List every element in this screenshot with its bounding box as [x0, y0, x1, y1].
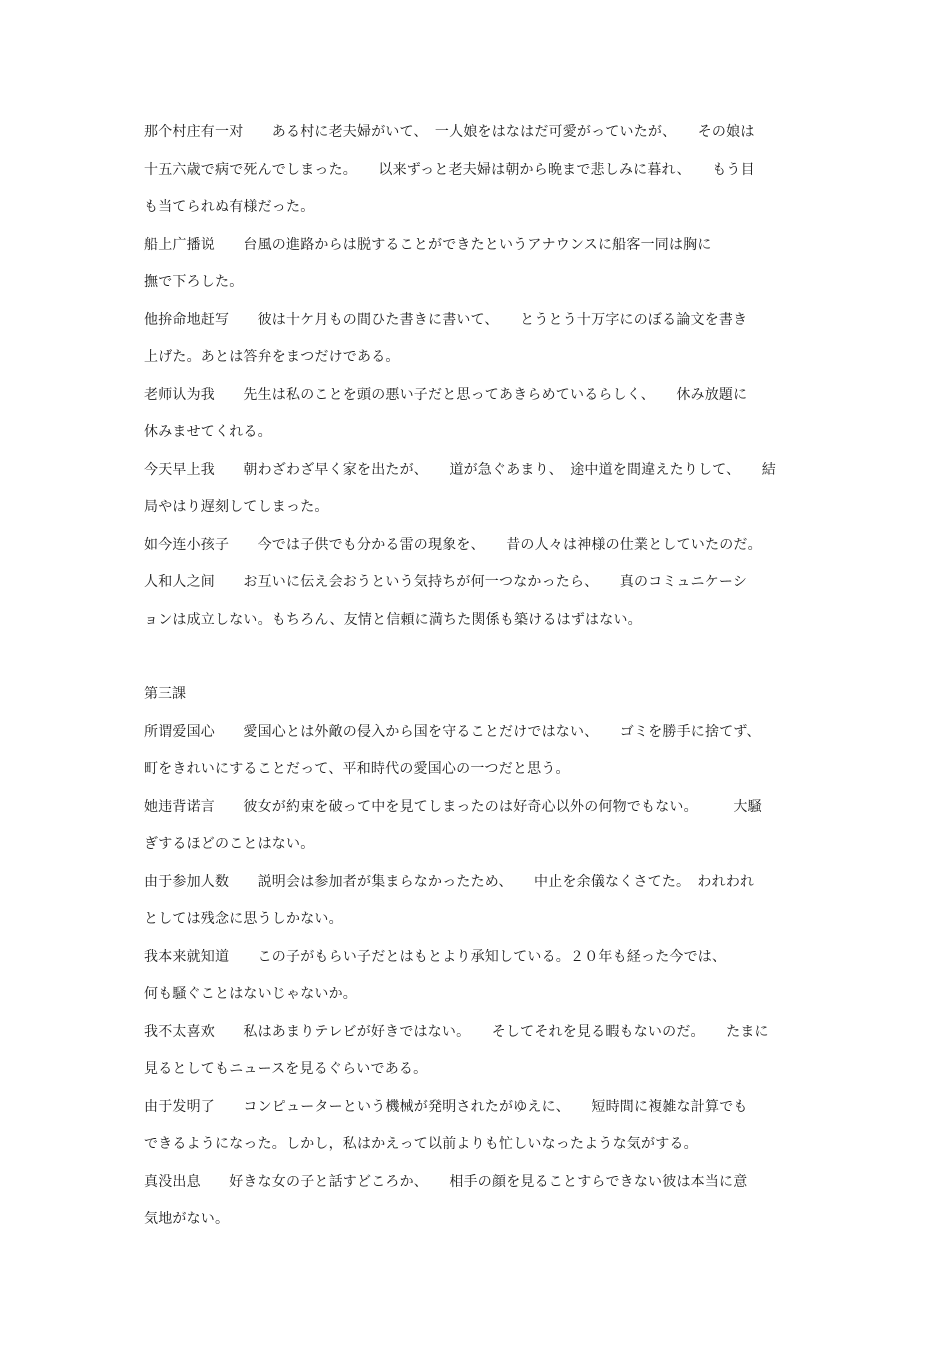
entry-line: としては残念に思うしかない。 [144, 911, 343, 927]
entry-line: 他拚命地赶写 彼は十ケ月もの間ひた書きに書いて、 とうとう十万字にのぼる論文を書き [144, 311, 748, 328]
entry-line: 何も騒ぐことはないじゃないか。 [144, 986, 357, 1002]
entry-adopted-child [144, 939, 808, 1014]
entry-participants [144, 864, 808, 939]
entry-this-morning [144, 452, 808, 527]
entry-thesis-writing [144, 302, 808, 377]
entry-line: も当てられぬ有様だった。 [144, 199, 315, 215]
entry-communication [144, 564, 808, 639]
entry-no-courage [144, 1164, 808, 1239]
entry-line: 見るとしてもニュースを見るぐらいである。 [144, 1061, 428, 1077]
entry-computer [144, 1089, 808, 1164]
entry-line: 今天早上我 朝わざわざ早く家を出たが、 道が急ぐあまり、 途中道を間違えたりして、 結 [144, 461, 776, 478]
section-two [144, 676, 808, 1239]
entry-line: 真没出息 好きな女の子と話すどころか、 相手の顔を見ることすらできない彼は本当に意 [144, 1173, 748, 1190]
lesson-heading: 第三課 [144, 686, 186, 702]
document-page [144, 114, 808, 1239]
entry-line: 如今连小孩子 今では子供でも分かる雷の現象を、 昔の人々は神様の仕業としていたのだ。 [144, 536, 762, 553]
entry-line: 撫で下ろした。 [144, 274, 244, 290]
entry-line: 局やはり遅刻してしまった。 [144, 499, 329, 515]
entry-village-couple [144, 114, 808, 227]
entry-line: 休みませてくれる。 [144, 424, 272, 440]
entry-line: 船上广播说 台風の進路からは脱することができたというアナウンスに船客一同は胸に [144, 236, 712, 253]
entry-ship-broadcast [144, 227, 808, 302]
entry-broken-promise [144, 789, 808, 864]
entry-thunder [144, 527, 808, 565]
entry-television [144, 1014, 808, 1089]
entry-line: 她违背诺言 彼女が約束を破って中を見てしまったのは好奇心以外の何物でもない。 大騒 [144, 798, 762, 815]
section-spacer [144, 639, 808, 676]
entry-line: 町をきれいにすることだって、平和時代の愛国心の一つだと思う。 [144, 761, 570, 777]
entry-line: ョンは成立しない。もちろん、友情と信頼に満ちた関係も築けるはずはない。 [144, 611, 642, 628]
entry-line: 由于参加人数 説明会は参加者が集まらなかったため、 中止を余儀なくさてた。 われわれ [144, 873, 755, 890]
entry-line: 所谓爱国心 愛国心とは外敵の侵入から国を守ることだけではない、 ゴミを勝手に捨てず、 [144, 723, 761, 740]
entry-line: 十五六歳で病で死んでしまった。 以来ずっと老夫婦は朝から晩まで悲しみに暮れ、 もう目 [144, 161, 755, 178]
entry-line: 人和人之间 お互いに伝え会おうという気持ちが何一つなかったら、 真のコミュニケーシ [144, 574, 748, 590]
entry-line: できるようになった。しかし，私はかえって以前よりも忙しいなったような気がする。 [144, 1136, 698, 1152]
entry-line: 那个村庄有一对 ある村に老夫婦がいて、 一人娘をはなはだ可愛がっていたが、 その娘は [144, 124, 755, 140]
entry-line: 我本来就知道 この子がもらい子だとはもとより承知している。２０年も経った今では、 [144, 948, 727, 965]
entry-line: 由于发明了 コンピューターという機械が発明されたがゆえに、 短時間に複雑な計算でも [144, 1098, 748, 1115]
entry-line: 老师认为我 先生は私のことを頭の悪い子だと思ってあきらめているらしく、 休み放題に [144, 386, 748, 403]
entry-line: ぎするほどのことはない。 [144, 836, 315, 852]
section-one [144, 114, 808, 639]
entry-teacher-thinks [144, 377, 808, 452]
entry-patriotism [144, 714, 808, 789]
entry-line: 我不太喜欢 私はあまりテレビが好きではない。 そしてそれを見る暇もないのだ。 たまに [144, 1023, 769, 1040]
entry-line: 気地がない。 [144, 1211, 230, 1227]
entry-line: 上げた。あとは答弁をまつだけである。 [144, 349, 400, 365]
